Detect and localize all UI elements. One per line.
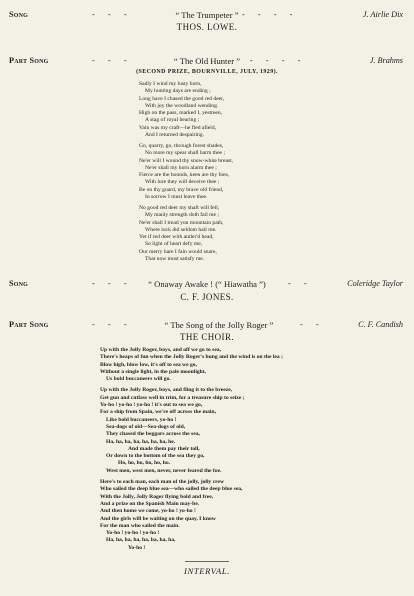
divider xyxy=(185,561,229,562)
lyric-line: And then home we come, yo-ho ! yo-ho ! xyxy=(100,508,196,515)
composer: C. F. Candish xyxy=(358,320,403,329)
lyrics-old-hunter xyxy=(139,81,233,263)
lyric-line: Ne'er shall I tread yon mountain path, xyxy=(139,219,224,226)
lyric-line: Us bold buccaneers will go. xyxy=(106,376,171,383)
leader-dashes: - - - xyxy=(92,10,128,19)
interval-heading: INTERVAL. xyxy=(184,566,230,576)
prize-note: (SECOND PRIZE, BOURNVILLE, JULY, 1929). xyxy=(136,69,278,75)
lyric-line: Who sailed the deep blue sea—who sailed the deep blue sea, xyxy=(100,486,243,493)
lyric-line: And I returned despairing. xyxy=(145,131,205,138)
lyric-line: And a prize on the Spanish Main may-be. xyxy=(100,500,200,507)
performer: THOS. LOWE. xyxy=(176,22,238,32)
lyric-line: Fierce are the hounds, keen are thy foes, xyxy=(139,172,230,178)
lyric-line: My hunting days are ending ; xyxy=(145,88,211,95)
lyric-line: And made them pay their toll, xyxy=(128,445,200,452)
lyric-line: There's heaps of fun when the Jolly Roger's hung and the wind is on the lea ; xyxy=(100,354,283,361)
lyric-line: Go, quarry, go, through forest shades, xyxy=(139,143,224,149)
lyric-line: Long have I chased the good red deer, xyxy=(139,95,225,102)
lyric-line: A stag of royal bearing ; xyxy=(145,117,200,124)
performer: THE CHOIR. xyxy=(180,332,234,342)
song-title: “ The Old Hunter ” xyxy=(173,56,241,66)
lyric-line: Yo-ho ! yo-ho ! yo-ho ! it's out to sea we go, xyxy=(100,402,203,409)
lyric-line: Yet if red deer with antler'd head, xyxy=(139,234,214,240)
item-kind: Song xyxy=(9,279,29,288)
lyric-line: Blow high, blow low, it's off to sea we go, xyxy=(100,361,197,368)
item-kind: Part Song xyxy=(9,56,49,65)
lyric-line: My manly strength doth fail me ; xyxy=(145,212,219,219)
lyric-line: So light of heart defy me, xyxy=(145,241,203,248)
composer: Coleridge Taylor xyxy=(347,279,403,288)
lyric-line: In sorrow I must leave thee. xyxy=(145,193,208,200)
lyric-line: Be on thy guard, my brave old friend, xyxy=(139,186,224,193)
leader-dashes: - - - xyxy=(92,56,128,65)
programme-item-part-song-1 xyxy=(0,56,414,70)
composer: J. Airlie Dix xyxy=(362,10,403,19)
lyric-line: With joy the woodland wending. xyxy=(145,102,219,109)
item-kind: Part Song xyxy=(9,320,49,329)
lyrics-jolly-roger xyxy=(100,347,283,552)
performer: C. F. JONES. xyxy=(180,292,234,302)
leader-dashes: - - - - xyxy=(242,10,294,19)
lyric-line: They chased the beggars across the sea, xyxy=(106,431,200,438)
lyric-line: Sadly I wind my lusty horn, xyxy=(139,81,202,87)
lyric-line: Yo-ho ! xyxy=(128,544,146,551)
lyric-line: High on the pass, marked I, yestreen, xyxy=(139,110,223,116)
programme-item-song-2 xyxy=(0,279,414,293)
lyric-line: Ha, ha, ha, ha, ha, ha, ha, ha, xyxy=(106,537,176,544)
lyric-line: Up with the Jolly Roger, boys, and fling it to the breeze, xyxy=(100,387,233,394)
lyric-line: Sea-dogs of old—Sea-dogs of old, xyxy=(106,423,186,430)
lyric-line: Our merry hare I fain would snare, xyxy=(139,248,217,255)
leader-dashes: - - xyxy=(288,279,308,288)
lyric-line: Up with the Jolly Roger, boys, and off we go to sea, xyxy=(100,347,221,353)
lyric-line: Ne'er will I wound thy snow-white breast, xyxy=(139,157,234,164)
lyric-line: Get gun and cutlass well in trim, for a treasure ship to seize ; xyxy=(100,394,245,401)
lyric-line: Ne'er shall my horn alarm thee ; xyxy=(145,164,217,171)
lyric-line: With the Jolly, Jolly Roger flying bold and free, xyxy=(100,493,214,500)
lyric-line: Or down to the bottom of the sea they go, xyxy=(106,453,205,460)
lyric-line: Vain was my craft—he fled afield, xyxy=(139,124,217,131)
lyric-line: And the girls will be waiting on the quay, I know xyxy=(100,515,216,522)
song-title: “ Onaway Awake ! (“ Hiawatha ”) xyxy=(148,279,266,289)
lyric-line: That now must satisfy me. xyxy=(145,255,205,262)
song-title: “ The Trumpeter ” xyxy=(175,10,239,20)
item-kind: Song xyxy=(9,10,29,19)
lyric-line: For a ship from Spain, we're off across the main, xyxy=(100,409,216,416)
leader-dashes: - - xyxy=(300,320,320,329)
lyric-line: No good red deer my shaft will fell, xyxy=(139,205,220,211)
lyric-line: West men, west men, never, never feared the foe. xyxy=(106,467,222,474)
lyric-line: For the man who sailed the main. xyxy=(100,522,180,529)
lyric-line: Where luck did seldom hail me. xyxy=(145,226,217,233)
lyric-line: Ho, ho, ho, ho, ho, ho. xyxy=(118,460,171,467)
lyric-line: Ha, ha, ha, ha, ha, ha, ha, he. xyxy=(106,438,176,445)
lyric-line: Here's to each man, each man of the jolly, jolly crew xyxy=(100,479,225,486)
leader-dashes: - - - xyxy=(92,279,128,288)
lyric-line: Yo-ho ! yo-ho ! yo-ho ! xyxy=(106,530,160,537)
song-title: “ The Song of the Jolly Roger ” xyxy=(164,320,274,330)
lyric-line: Like bold buccaneers, yo-ho ! xyxy=(106,416,177,423)
composer: J. Brahms xyxy=(369,56,403,65)
lyric-line: Without a single light, in the pale moonlight, xyxy=(100,368,207,375)
lyric-line: With lure they will deceive thee ; xyxy=(145,179,220,186)
lyric-line: No more my spear shall harm thee ; xyxy=(145,150,225,157)
leader-dashes: - - - xyxy=(92,320,128,329)
leader-dashes: - - - - xyxy=(250,56,302,65)
